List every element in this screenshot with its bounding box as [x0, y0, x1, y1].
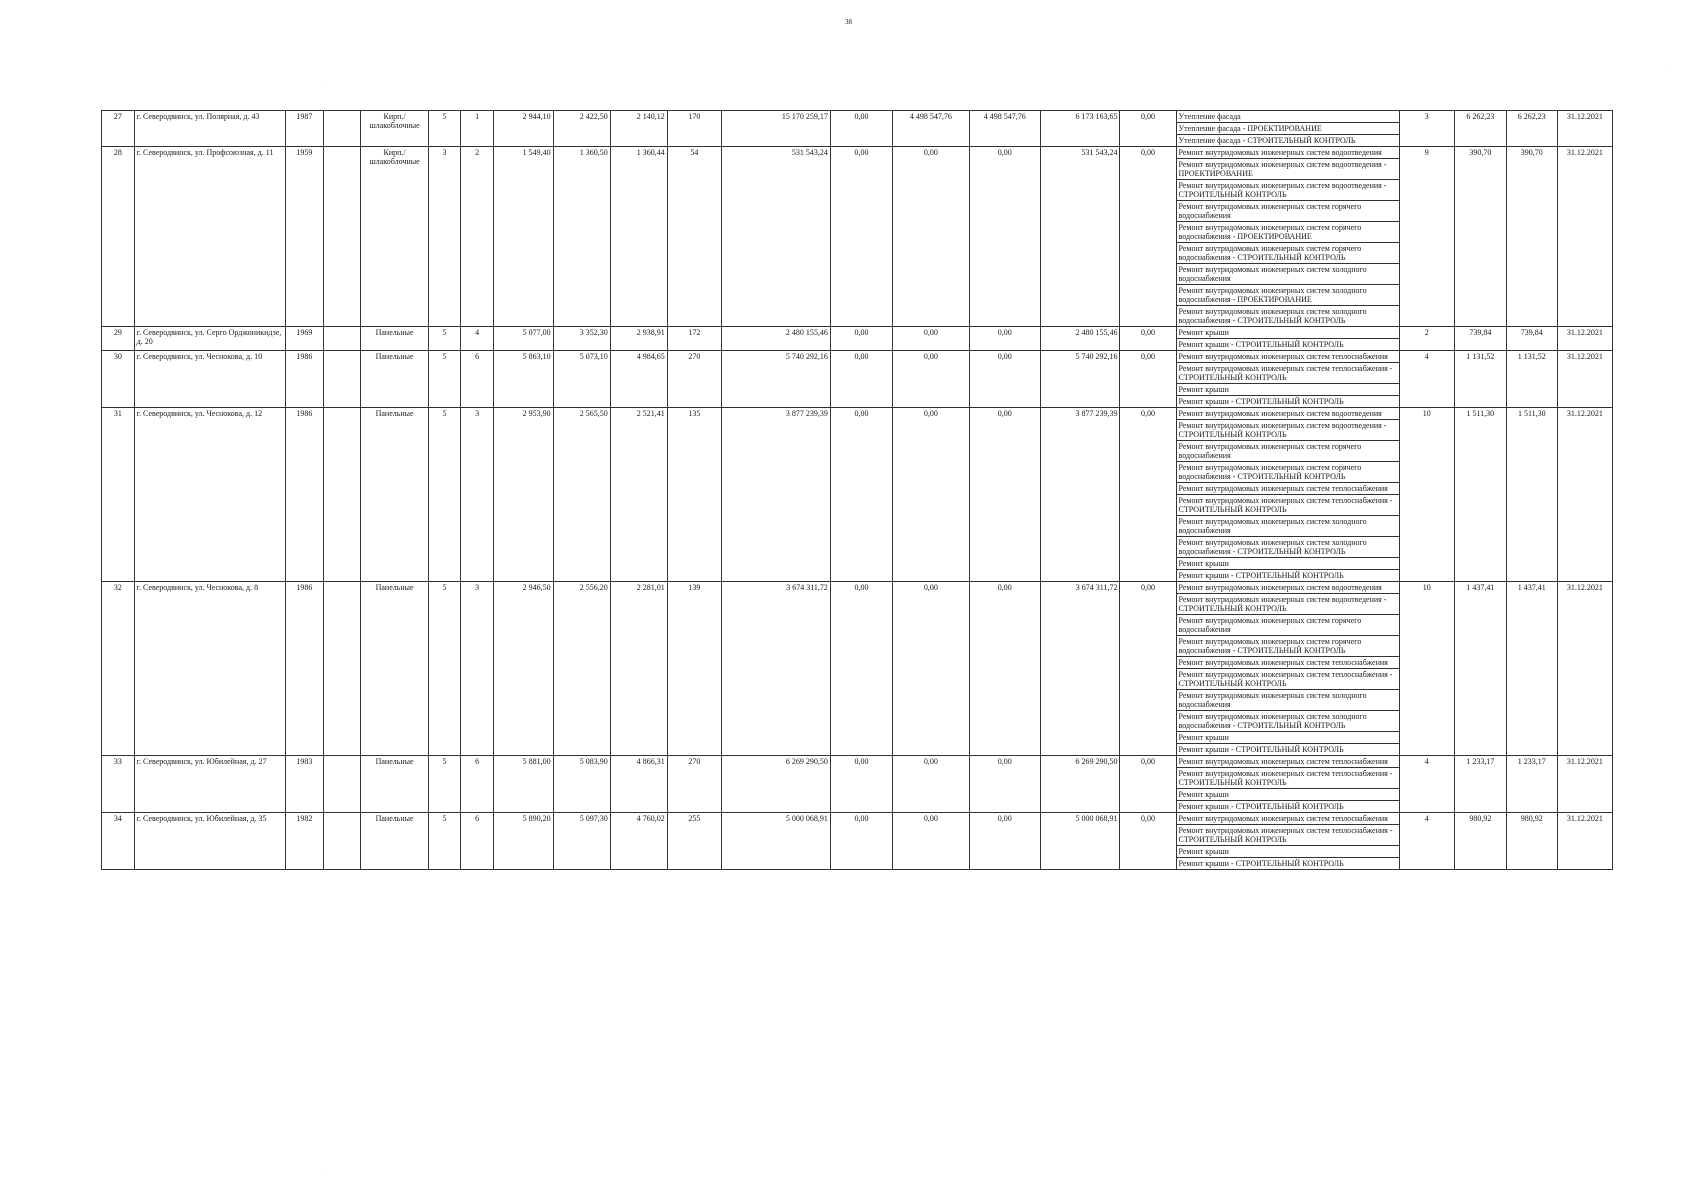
unit-cost-max-cell: 1 233,17: [1506, 756, 1557, 813]
floors-cell: 5: [429, 582, 461, 756]
material-cell: Панельные: [360, 756, 428, 813]
address-cell: г. Северодвинск, ул. Профсоюзная, д. 11: [134, 147, 285, 327]
area-residential-cell: 2 521,41: [610, 408, 667, 582]
work-type-cell: Ремонт крыши - СТРОИТЕЛЬНЫЙ КОНТРОЛЬ: [1176, 801, 1399, 813]
fund-regional-cell: 0,00: [893, 813, 969, 870]
unit-cost-cell: 6 262,23: [1454, 111, 1506, 147]
residents-cell: 170: [667, 111, 721, 147]
material-cell: Панельные: [360, 327, 428, 351]
residents-cell: 270: [667, 756, 721, 813]
work-type-cell: Ремонт внутридомовых инженерных систем горячего водоснабжения - СТРОИТЕЛЬНЫЙ КОНТРОЛЬ: [1176, 462, 1399, 483]
row-number: 27: [102, 111, 135, 147]
extra-cell: [324, 147, 361, 327]
fund-regional-cell: 0,00: [893, 408, 969, 582]
area-residential-cell: 2 140,12: [610, 111, 667, 147]
unit-cost-cell: 1 437,41: [1454, 582, 1506, 756]
works-count-cell: 10: [1399, 582, 1454, 756]
work-type-cell: Ремонт внутридомовых инженерных систем теплоснабжения: [1176, 483, 1399, 495]
cost-total-cell: 5 000 068,91: [721, 813, 830, 870]
fund-owners-cell: 6 269 290,50: [1040, 756, 1120, 813]
fund-other-cell: 0,00: [1120, 147, 1176, 327]
residents-cell: 139: [667, 582, 721, 756]
address-cell: г. Северодвинск, ул. Чеснокова, д. 12: [134, 408, 285, 582]
work-type-cell: Ремонт внутридомовых инженерных систем теплоснабжения - СТРОИТЕЛЬНЫЙ КОНТРОЛЬ: [1176, 363, 1399, 384]
unit-cost-cell: 390,70: [1454, 147, 1506, 327]
work-type-cell: Ремонт внутридомовых инженерных систем холодного водоснабжения - СТРОИТЕЛЬНЫЙ КОНТРОЛЬ: [1176, 306, 1399, 327]
row-number: 34: [102, 813, 135, 870]
unit-cost-max-cell: 6 262,23: [1506, 111, 1557, 147]
fund-owners-cell: 6 173 163,65: [1040, 111, 1120, 147]
work-type-cell: Ремонт крыши: [1176, 732, 1399, 744]
table-row: [102, 408, 1613, 420]
table-row: [102, 351, 1613, 363]
works-count-cell: 3: [1399, 111, 1454, 147]
material-cell: Панельные: [360, 408, 428, 582]
unit-cost-cell: 980,92: [1454, 813, 1506, 870]
work-type-cell: Ремонт внутридомовых инженерных систем водоотведения - ПРОЕКТИРОВАНИЕ: [1176, 159, 1399, 180]
works-count-cell: 10: [1399, 408, 1454, 582]
fund-local-cell: 0,00: [969, 327, 1040, 351]
work-type-cell: Ремонт внутридомовых инженерных систем теплоснабжения - СТРОИТЕЛЬНЫЙ КОНТРОЛЬ: [1176, 768, 1399, 789]
work-type-cell: Ремонт внутридомовых инженерных систем холодного водоснабжения: [1176, 264, 1399, 285]
works-count-cell: 9: [1399, 147, 1454, 327]
area-residential-cell: 2 938,91: [610, 327, 667, 351]
table-row: [102, 813, 1613, 825]
floors-cell: 5: [429, 756, 461, 813]
work-type-cell: Ремонт крыши - СТРОИТЕЛЬНЫЙ КОНТРОЛЬ: [1176, 339, 1399, 351]
work-type-cell: Ремонт внутридомовых инженерных систем теплоснабжения: [1176, 813, 1399, 825]
year-cell: 1982: [285, 813, 324, 870]
area-residential-cell: 1 360,44: [610, 147, 667, 327]
cost-total-cell: 3 674 311,72: [721, 582, 830, 756]
year-cell: 1986: [285, 582, 324, 756]
fund-owners-cell: 2 480 155,46: [1040, 327, 1120, 351]
material-cell: Кирп./ шлакоблочные: [360, 147, 428, 327]
extra-cell: [324, 582, 361, 756]
fund-regional-cell: 4 498 547,76: [893, 111, 969, 147]
fund-federal-cell: 0,00: [830, 327, 892, 351]
area-total-cell: 5 863,10: [494, 351, 553, 408]
entrances-cell: 2: [460, 147, 494, 327]
residents-cell: 54: [667, 147, 721, 327]
fund-local-cell: 4 498 547,76: [969, 111, 1040, 147]
deadline-cell: 31.12.2021: [1557, 756, 1612, 813]
work-type-cell: Ремонт крыши: [1176, 846, 1399, 858]
fund-regional-cell: 0,00: [893, 327, 969, 351]
cost-total-cell: 2 480 155,46: [721, 327, 830, 351]
work-type-cell: Ремонт внутридомовых инженерных систем горячего водоснабжения - СТРОИТЕЛЬНЫЙ КОНТРОЛЬ: [1176, 636, 1399, 657]
unit-cost-max-cell: 1 511,30: [1506, 408, 1557, 582]
area-premises-cell: 3 352,30: [553, 327, 610, 351]
cost-total-cell: 3 877 239,39: [721, 408, 830, 582]
work-type-cell: Ремонт внутридомовых инженерных систем холодного водоснабжения - ПРОЕКТИРОВАНИЕ: [1176, 285, 1399, 306]
area-residential-cell: 4 984,65: [610, 351, 667, 408]
table-row: [102, 756, 1613, 768]
work-type-cell: Ремонт внутридомовых инженерных систем теплоснабжения - СТРОИТЕЛЬНЫЙ КОНТРОЛЬ: [1176, 825, 1399, 846]
deadline-cell: 31.12.2021: [1557, 408, 1612, 582]
extra-cell: [324, 327, 361, 351]
deadline-cell: 31.12.2021: [1557, 111, 1612, 147]
work-type-cell: Ремонт внутридомовых инженерных систем теплоснабжения - СТРОИТЕЛЬНЫЙ КОНТРОЛЬ: [1176, 669, 1399, 690]
area-premises-cell: 2 556,20: [553, 582, 610, 756]
fund-federal-cell: 0,00: [830, 756, 892, 813]
fund-other-cell: 0,00: [1120, 327, 1176, 351]
deadline-cell: 31.12.2021: [1557, 147, 1612, 327]
fund-other-cell: 0,00: [1120, 813, 1176, 870]
area-residential-cell: 4 866,31: [610, 756, 667, 813]
work-type-cell: Ремонт крыши: [1176, 789, 1399, 801]
address-cell: г. Северодвинск, ул. Серго Орджоникидзе, д. 20: [134, 327, 285, 351]
year-cell: 1986: [285, 408, 324, 582]
extra-cell: [324, 813, 361, 870]
works-count-cell: 4: [1399, 756, 1454, 813]
fund-federal-cell: 0,00: [830, 351, 892, 408]
fund-regional-cell: 0,00: [893, 582, 969, 756]
cost-total-cell: 15 170 259,17: [721, 111, 830, 147]
fund-other-cell: 0,00: [1120, 582, 1176, 756]
floors-cell: 5: [429, 111, 461, 147]
year-cell: 1983: [285, 756, 324, 813]
residents-cell: 172: [667, 327, 721, 351]
works-count-cell: 2: [1399, 327, 1454, 351]
scan-mark: ·: [1668, 66, 1670, 72]
work-type-cell: Ремонт внутридомовых инженерных систем холодного водоснабжения: [1176, 690, 1399, 711]
area-premises-cell: 5 073,10: [553, 351, 610, 408]
fund-local-cell: 0,00: [969, 408, 1040, 582]
fund-local-cell: 0,00: [969, 351, 1040, 408]
material-cell: Панельные: [360, 351, 428, 408]
work-type-cell: Ремонт внутридомовых инженерных систем горячего водоснабжения - СТРОИТЕЛЬНЫЙ КОНТРОЛЬ: [1176, 243, 1399, 264]
work-type-cell: Ремонт внутридомовых инженерных систем водоотведения: [1176, 582, 1399, 594]
area-total-cell: 5 890,20: [494, 813, 553, 870]
work-type-cell: Ремонт внутридомовых инженерных систем горячего водоснабжения: [1176, 201, 1399, 222]
extra-cell: [324, 351, 361, 408]
fund-regional-cell: 0,00: [893, 756, 969, 813]
entrances-cell: 6: [460, 756, 494, 813]
fund-owners-cell: 5 740 292,16: [1040, 351, 1120, 408]
table-row: [102, 327, 1613, 339]
area-premises-cell: 5 097,30: [553, 813, 610, 870]
page-number: 38: [845, 18, 852, 26]
material-cell: Кирп./ шлакоблочные: [360, 111, 428, 147]
entrances-cell: 3: [460, 408, 494, 582]
row-number: 31: [102, 408, 135, 582]
cost-total-cell: 531 543,24: [721, 147, 830, 327]
fund-federal-cell: 0,00: [830, 111, 892, 147]
unit-cost-cell: 739,84: [1454, 327, 1506, 351]
work-type-cell: Ремонт внутридомовых инженерных систем холодного водоснабжения: [1176, 516, 1399, 537]
fund-owners-cell: 3 674 311,72: [1040, 582, 1120, 756]
floors-cell: 5: [429, 351, 461, 408]
deadline-cell: 31.12.2021: [1557, 582, 1612, 756]
work-type-cell: Ремонт крыши: [1176, 558, 1399, 570]
floors-cell: 5: [429, 408, 461, 582]
area-residential-cell: 2 281,01: [610, 582, 667, 756]
row-number: 28: [102, 147, 135, 327]
extra-cell: [324, 408, 361, 582]
area-premises-cell: 1 360,50: [553, 147, 610, 327]
fund-federal-cell: 0,00: [830, 147, 892, 327]
year-cell: 1959: [285, 147, 324, 327]
address-cell: г. Северодвинск, ул. Полярная, д. 43: [134, 111, 285, 147]
year-cell: 1986: [285, 351, 324, 408]
fund-owners-cell: 531 543,24: [1040, 147, 1120, 327]
address-cell: г. Северодвинск, ул. Чеснокова, д. 8: [134, 582, 285, 756]
unit-cost-max-cell: 390,70: [1506, 147, 1557, 327]
work-type-cell: Ремонт внутридомовых инженерных систем теплоснабжения: [1176, 756, 1399, 768]
floors-cell: 5: [429, 327, 461, 351]
unit-cost-cell: 1 131,52: [1454, 351, 1506, 408]
entrances-cell: 1: [460, 111, 494, 147]
fund-regional-cell: 0,00: [893, 147, 969, 327]
area-total-cell: 5 881,00: [494, 756, 553, 813]
fund-local-cell: 0,00: [969, 756, 1040, 813]
deadline-cell: 31.12.2021: [1557, 351, 1612, 408]
work-type-cell: Ремонт внутридомовых инженерных систем горячего водоснабжения - ПРОЕКТИРОВАНИЕ: [1176, 222, 1399, 243]
fund-owners-cell: 5 000 068,91: [1040, 813, 1120, 870]
work-type-cell: Ремонт внутридомовых инженерных систем водоотведения: [1176, 147, 1399, 159]
work-type-cell: Ремонт крыши - СТРОИТЕЛЬНЫЙ КОНТРОЛЬ: [1176, 744, 1399, 756]
fund-federal-cell: 0,00: [830, 408, 892, 582]
work-type-cell: Ремонт крыши - СТРОИТЕЛЬНЫЙ КОНТРОЛЬ: [1176, 570, 1399, 582]
work-type-cell: Ремонт крыши - СТРОИТЕЛЬНЫЙ КОНТРОЛЬ: [1176, 858, 1399, 870]
year-cell: 1969: [285, 327, 324, 351]
row-number: 29: [102, 327, 135, 351]
table-row: [102, 111, 1613, 123]
deadline-cell: 31.12.2021: [1557, 327, 1612, 351]
work-type-cell: Ремонт внутридомовых инженерных систем холодного водоснабжения - СТРОИТЕЛЬНЫЙ КОНТРОЛЬ: [1176, 711, 1399, 732]
floors-cell: 5: [429, 813, 461, 870]
residents-cell: 270: [667, 351, 721, 408]
work-type-cell: Ремонт внутридомовых инженерных систем водоотведения: [1176, 408, 1399, 420]
address-cell: г. Северодвинск, ул. Юбилейная, д. 27: [134, 756, 285, 813]
unit-cost-cell: 1 233,17: [1454, 756, 1506, 813]
fund-local-cell: 0,00: [969, 813, 1040, 870]
residents-cell: 135: [667, 408, 721, 582]
table-row: [102, 582, 1613, 594]
fund-other-cell: 0,00: [1120, 351, 1176, 408]
extra-cell: [324, 756, 361, 813]
table-row: [102, 147, 1613, 159]
floors-cell: 3: [429, 147, 461, 327]
fund-local-cell: 0,00: [969, 147, 1040, 327]
material-cell: Панельные: [360, 813, 428, 870]
unit-cost-max-cell: 980,92: [1506, 813, 1557, 870]
cost-total-cell: 5 740 292,16: [721, 351, 830, 408]
area-residential-cell: 4 760,02: [610, 813, 667, 870]
unit-cost-max-cell: 739,84: [1506, 327, 1557, 351]
deadline-cell: 31.12.2021: [1557, 813, 1612, 870]
works-count-cell: 4: [1399, 351, 1454, 408]
address-cell: г. Северодвинск, ул. Чеснокова, д. 10: [134, 351, 285, 408]
unit-cost-max-cell: 1 131,52: [1506, 351, 1557, 408]
row-number: 32: [102, 582, 135, 756]
fund-other-cell: 0,00: [1120, 408, 1176, 582]
fund-federal-cell: 0,00: [830, 813, 892, 870]
fund-federal-cell: 0,00: [830, 582, 892, 756]
entrances-cell: 6: [460, 351, 494, 408]
unit-cost-cell: 1 511,30: [1454, 408, 1506, 582]
area-total-cell: 2 944,10: [494, 111, 553, 147]
unit-cost-max-cell: 1 437,41: [1506, 582, 1557, 756]
area-premises-cell: 2 565,50: [553, 408, 610, 582]
row-number: 33: [102, 756, 135, 813]
year-cell: 1987: [285, 111, 324, 147]
work-type-cell: Ремонт крыши: [1176, 327, 1399, 339]
area-total-cell: 1 549,40: [494, 147, 553, 327]
work-type-cell: Ремонт внутридомовых инженерных систем водоотведения - СТРОИТЕЛЬНЫЙ КОНТРОЛЬ: [1176, 420, 1399, 441]
work-type-cell: Утепление фасада - СТРОИТЕЛЬНЫЙ КОНТРОЛЬ: [1176, 135, 1399, 147]
material-cell: Панельные: [360, 582, 428, 756]
work-type-cell: Ремонт внутридомовых инженерных систем горячего водоснабжения: [1176, 615, 1399, 636]
scan-mark: ·: [322, 1166, 324, 1172]
work-type-cell: Ремонт внутридомовых инженерных систем теплоснабжения - СТРОИТЕЛЬНЫЙ КОНТРОЛЬ: [1176, 495, 1399, 516]
entrances-cell: 3: [460, 582, 494, 756]
area-total-cell: 5 077,00: [494, 327, 553, 351]
fund-regional-cell: 0,00: [893, 351, 969, 408]
area-total-cell: 2 946,50: [494, 582, 553, 756]
area-premises-cell: 2 422,50: [553, 111, 610, 147]
address-cell: г. Северодвинск, ул. Юбилейная, д. 35: [134, 813, 285, 870]
extra-cell: [324, 111, 361, 147]
fund-owners-cell: 3 877 239,39: [1040, 408, 1120, 582]
work-type-cell: Ремонт внутридомовых инженерных систем горячего водоснабжения: [1176, 441, 1399, 462]
work-type-cell: Утепление фасада - ПРОЕКТИРОВАНИЕ: [1176, 123, 1399, 135]
work-type-cell: Ремонт внутридомовых инженерных систем водоотведения - СТРОИТЕЛЬНЫЙ КОНТРОЛЬ: [1176, 180, 1399, 201]
fund-local-cell: 0,00: [969, 582, 1040, 756]
entrances-cell: 4: [460, 327, 494, 351]
work-type-cell: Ремонт крыши - СТРОИТЕЛЬНЫЙ КОНТРОЛЬ: [1176, 396, 1399, 408]
entrances-cell: 6: [460, 813, 494, 870]
work-type-cell: Ремонт внутридомовых инженерных систем холодного водоснабжения - СТРОИТЕЛЬНЫЙ КОНТРОЛЬ: [1176, 537, 1399, 558]
work-type-cell: Утепление фасада: [1176, 111, 1399, 123]
fund-other-cell: 0,00: [1120, 756, 1176, 813]
repair-register-table: [101, 110, 1613, 870]
work-type-cell: Ремонт внутридомовых инженерных систем теплоснабжения: [1176, 351, 1399, 363]
work-type-cell: Ремонт внутридомовых инженерных систем водоотведения - СТРОИТЕЛЬНЫЙ КОНТРОЛЬ: [1176, 594, 1399, 615]
work-type-cell: Ремонт крыши: [1176, 384, 1399, 396]
work-type-cell: Ремонт внутридомовых инженерных систем теплоснабжения: [1176, 657, 1399, 669]
works-count-cell: 4: [1399, 813, 1454, 870]
scan-mark: ·: [322, 81, 324, 87]
fund-other-cell: 0,00: [1120, 111, 1176, 147]
row-number: 30: [102, 351, 135, 408]
residents-cell: 255: [667, 813, 721, 870]
cost-total-cell: 6 269 290,50: [721, 756, 830, 813]
area-total-cell: 2 953,90: [494, 408, 553, 582]
area-premises-cell: 5 083,90: [553, 756, 610, 813]
